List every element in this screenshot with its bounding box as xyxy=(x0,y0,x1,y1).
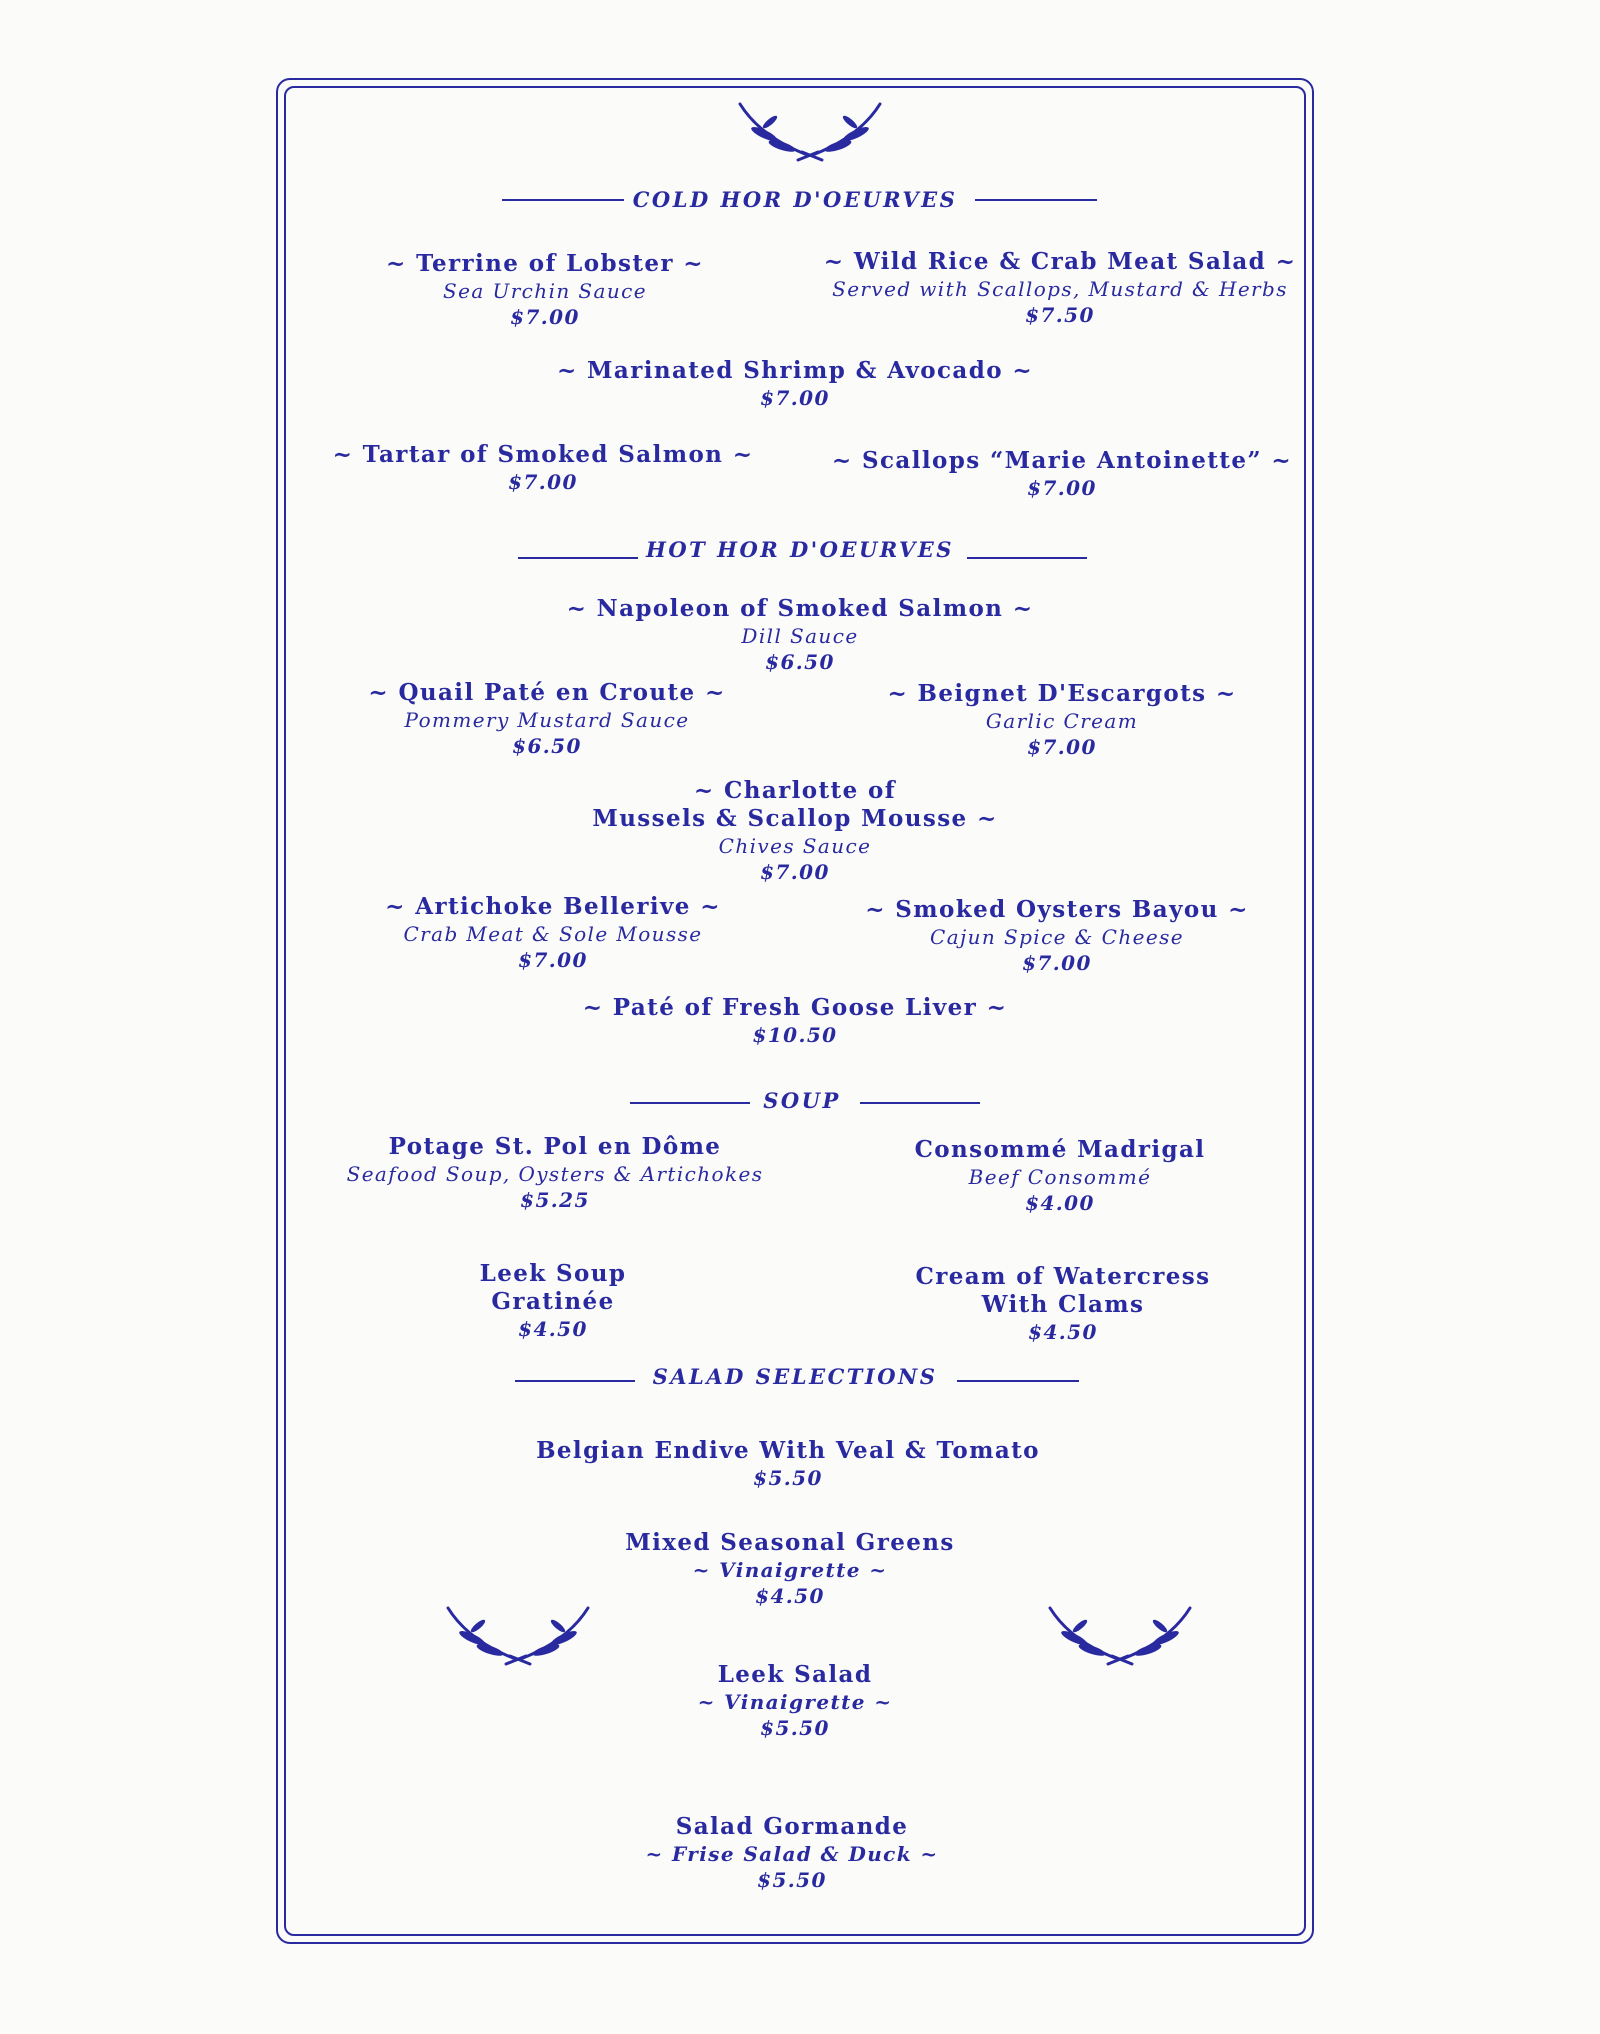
menu-item-charlotte-mussels xyxy=(592,777,997,885)
item-name-line1: Leek Soup xyxy=(479,1260,627,1287)
section-rule xyxy=(515,1380,635,1382)
item-price: $7.00 xyxy=(508,470,578,494)
menu-item-terrine-of-lobster xyxy=(386,250,704,330)
item-price: $7.50 xyxy=(1025,303,1095,327)
item-price: $5.50 xyxy=(760,1716,830,1740)
item-price: $4.50 xyxy=(1028,1320,1098,1344)
item-name: ~ Napoleon of Smoked Salmon ~ xyxy=(566,595,1034,622)
item-description: Garlic Cream xyxy=(985,709,1139,733)
section-rule xyxy=(630,1102,750,1104)
item-name-line2: Mussels & Scallop Mousse ~ xyxy=(592,805,998,832)
item-name: ~ Wild Rice & Crab Meat Salad ~ xyxy=(823,248,1297,275)
laurel-icon xyxy=(1040,1600,1200,1670)
menu-item-consomme-madrigal xyxy=(915,1136,1206,1216)
item-name: ~ Beignet D'Escargots ~ xyxy=(887,680,1237,707)
menu-item-potage-st-pol xyxy=(347,1133,764,1213)
item-description: Served with Scallops, Mustard & Herbs xyxy=(832,277,1288,301)
item-name: Leek Salad xyxy=(717,1661,873,1688)
item-price: $4.00 xyxy=(1025,1191,1095,1215)
menu-item-smoked-oysters-bayou xyxy=(865,896,1249,976)
item-price: $5.25 xyxy=(520,1188,590,1212)
menu-item-wild-rice-crab-salad xyxy=(824,248,1297,328)
item-name: ~ Marinated Shrimp & Avocado ~ xyxy=(556,357,1034,384)
item-description: Crab Meat & Sole Mousse xyxy=(403,922,703,946)
item-name-line1: ~ Charlotte of xyxy=(693,777,897,804)
item-description: Beef Consommé xyxy=(968,1165,1152,1189)
menu-item-beignet-escargots xyxy=(887,680,1236,760)
item-name: Consommé Madrigal xyxy=(914,1136,1206,1163)
item-price: $7.00 xyxy=(1027,476,1097,500)
section-rule xyxy=(502,199,624,201)
item-description: Seafood Soup, Oysters & Artichokes xyxy=(346,1162,764,1186)
item-price: $10.50 xyxy=(752,1023,838,1047)
section-title-cold: COLD HOR D'OEURVES xyxy=(632,187,958,212)
item-price: $7.00 xyxy=(1027,735,1097,759)
item-name-line2: With Clams xyxy=(981,1291,1145,1318)
menu-item-pate-goose-liver xyxy=(583,994,1008,1048)
item-name-line1: Cream of Watercress xyxy=(915,1263,1211,1290)
section-rule xyxy=(967,557,1087,559)
item-price: $7.00 xyxy=(518,948,588,972)
item-description: Dill Sauce xyxy=(741,624,859,648)
item-name: ~ Artichoke Bellerive ~ xyxy=(385,893,721,920)
laurel-icon xyxy=(730,96,890,166)
item-price: $7.00 xyxy=(760,386,830,410)
menu-item-tartar-smoked-salmon xyxy=(333,441,754,495)
menu-item-mixed-seasonal-greens xyxy=(625,1529,955,1609)
section-rule xyxy=(518,557,638,559)
item-name: Belgian Endive With Veal & Tomato xyxy=(536,1437,1040,1464)
section-rule xyxy=(957,1380,1079,1382)
menu-item-quail-pate xyxy=(368,679,725,759)
section-rule xyxy=(860,1102,980,1104)
item-name: Potage St. Pol en Dôme xyxy=(388,1133,722,1160)
item-name: ~ Quail Paté en Croute ~ xyxy=(368,679,726,706)
menu-item-scallops-marie-antoinette xyxy=(832,447,1292,501)
item-description: ~ Vinaigrette ~ xyxy=(692,1558,888,1582)
menu-item-marinated-shrimp xyxy=(557,357,1033,411)
menu-item-leek-salad xyxy=(698,1661,893,1741)
item-price: $6.50 xyxy=(512,734,582,758)
item-price: $4.50 xyxy=(755,1584,825,1608)
item-name-line2: Gratinée xyxy=(491,1288,615,1315)
item-price: $5.50 xyxy=(757,1868,827,1892)
item-name: ~ Paté of Fresh Goose Liver ~ xyxy=(582,994,1008,1021)
item-price: $7.00 xyxy=(1022,951,1092,975)
menu-item-cream-of-watercress xyxy=(916,1263,1211,1345)
laurel-icon xyxy=(438,1600,598,1670)
item-price: $7.00 xyxy=(510,305,580,329)
item-price: $7.00 xyxy=(760,860,830,884)
item-description: ~ Frise Salad & Duck ~ xyxy=(645,1842,939,1866)
item-description: Sea Urchin Sauce xyxy=(443,279,647,303)
item-description: Pommery Mustard Sauce xyxy=(404,708,690,732)
item-price: $4.50 xyxy=(518,1317,588,1341)
section-title-hot: HOT HOR D'OEURVES xyxy=(646,537,954,562)
item-name: Salad Gormande xyxy=(675,1813,909,1840)
menu-item-belgian-endive xyxy=(536,1437,1040,1491)
item-name: ~ Scallops “Marie Antoinette” ~ xyxy=(831,447,1293,474)
section-title-soup: SOUP xyxy=(763,1088,841,1113)
item-description: Chives Sauce xyxy=(718,834,872,858)
item-description: Cajun Spice & Cheese xyxy=(930,925,1184,949)
section-rule xyxy=(975,199,1097,201)
item-name: Mixed Seasonal Greens xyxy=(625,1529,955,1556)
menu-item-artichoke-bellerive xyxy=(385,893,721,973)
item-price: $5.50 xyxy=(753,1466,823,1490)
section-title-salad: SALAD SELECTIONS xyxy=(652,1364,938,1389)
item-name: ~ Smoked Oysters Bayou ~ xyxy=(865,896,1249,923)
item-price: $6.50 xyxy=(765,650,835,674)
item-description: ~ Vinaigrette ~ xyxy=(697,1690,893,1714)
menu-item-salad-gormande xyxy=(645,1813,938,1893)
item-name: ~ Terrine of Lobster ~ xyxy=(386,250,704,277)
menu-item-napoleon-smoked-salmon xyxy=(567,595,1034,675)
menu-item-leek-soup xyxy=(480,1260,627,1342)
item-name: ~ Tartar of Smoked Salmon ~ xyxy=(332,441,754,468)
